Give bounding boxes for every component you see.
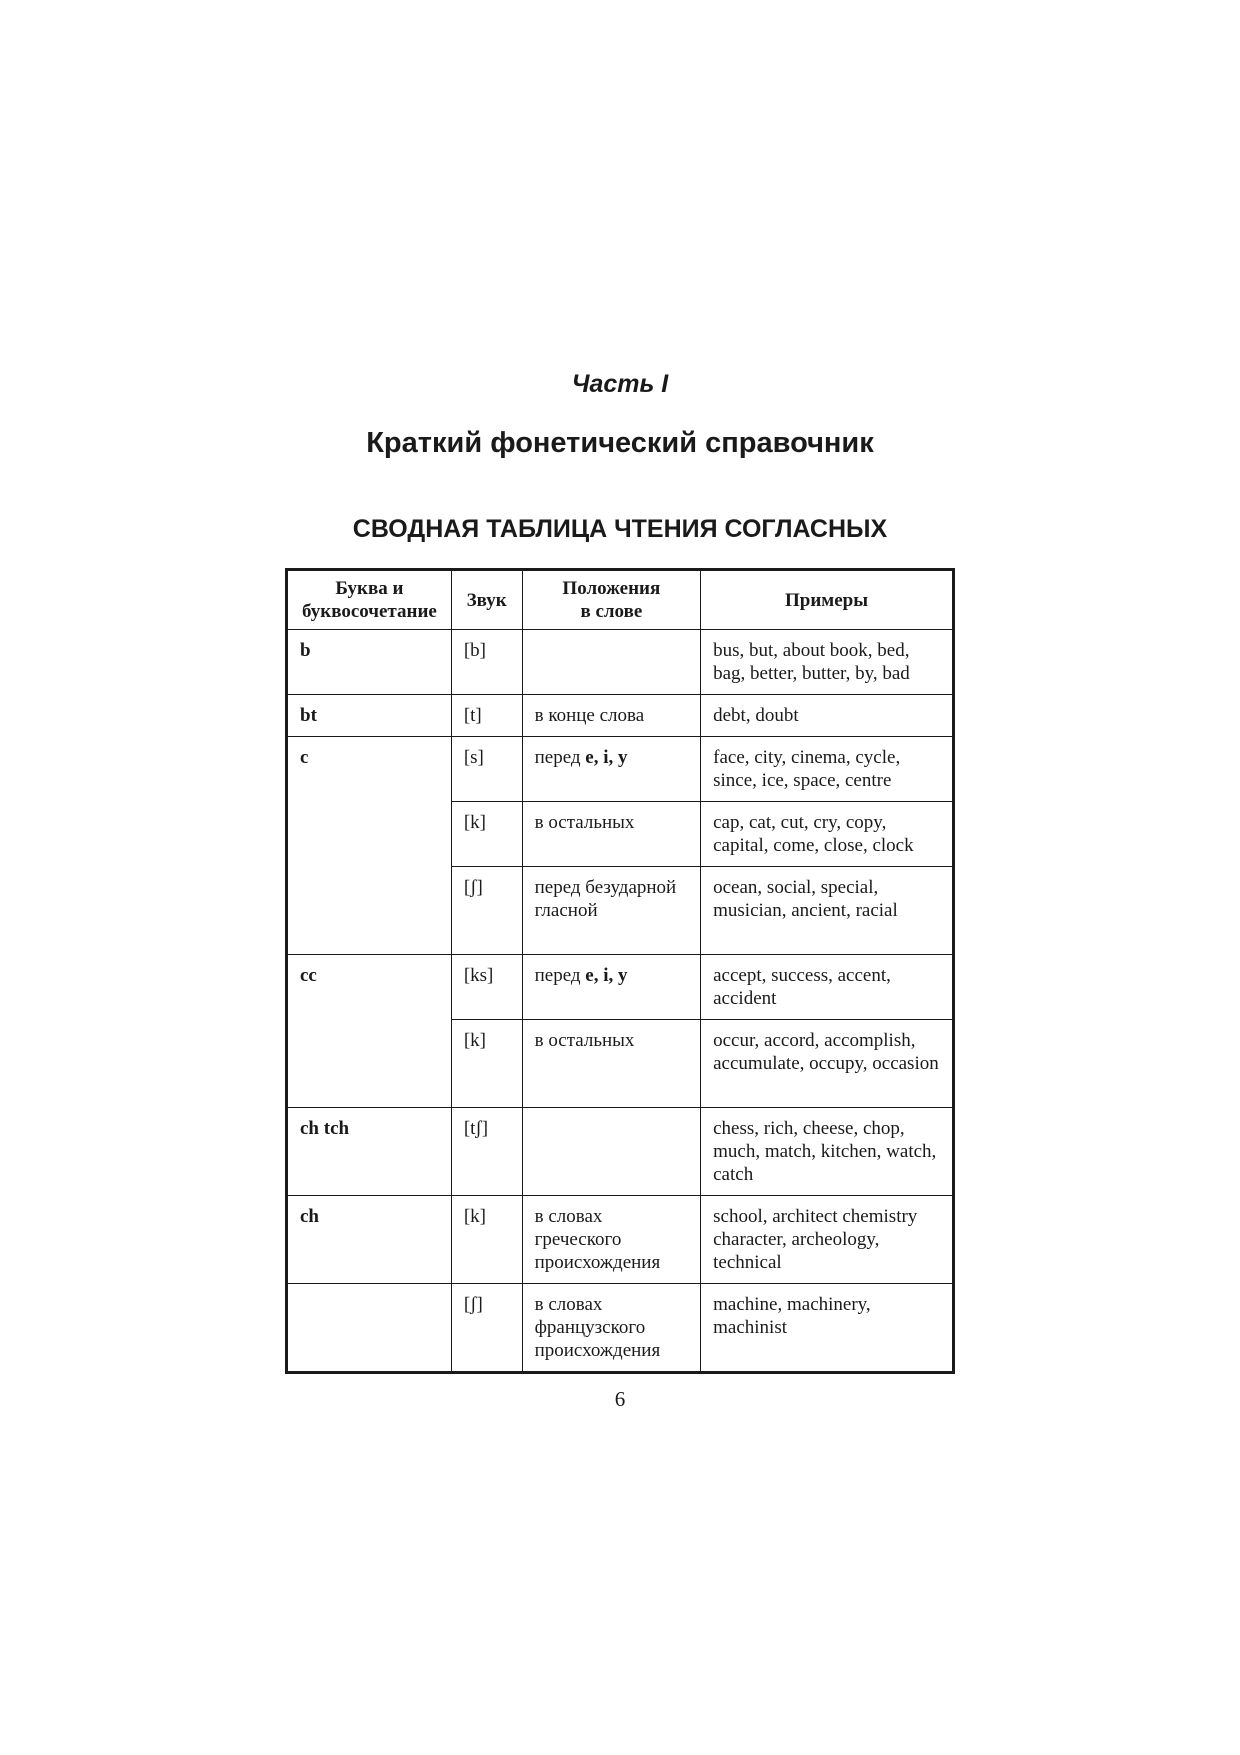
sound-cell: [k] (451, 802, 522, 867)
book-title: Краткий фонетический справочник (366, 427, 874, 459)
position-cell (522, 955, 701, 1020)
position-cell: в остальных (522, 1020, 701, 1108)
sound-cell: [ʃ] (451, 1284, 522, 1373)
table-row (287, 1108, 954, 1196)
letter-cell: c (287, 737, 452, 955)
examples-cell: bus, but, about book, bed, bag, better, butter, by, bad (701, 630, 954, 695)
sound-cell: [s] (451, 737, 522, 802)
examples-cell: machine, machinery, machinist (701, 1284, 954, 1373)
sound-cell: [b] (451, 630, 522, 695)
position-vowels: e, i, y (585, 747, 628, 768)
header-position-line2: в слове (580, 601, 643, 622)
sound-cell: [ʃ] (451, 867, 522, 955)
page-number: 6 (614, 1387, 626, 1411)
table-row (287, 695, 954, 737)
position-cell: в конце слова (522, 695, 701, 737)
header-sound: Звук (451, 570, 522, 630)
examples-cell: face, city, cinema, cycle, since, ice, space, centre (701, 737, 954, 802)
letter-cell: cc (287, 955, 452, 1108)
sound-cell: [k] (451, 1196, 522, 1284)
position-cell: в словах французского происхождения (522, 1284, 701, 1373)
position-prefix: перед (534, 747, 586, 768)
position-prefix: перед (534, 965, 586, 986)
sound-cell: [ks] (451, 955, 522, 1020)
examples-cell: ocean, social, special, musician, ancient, racial (701, 867, 954, 955)
header-letter (287, 570, 452, 630)
part-title: Часть I (571, 370, 669, 398)
position-cell (522, 1108, 701, 1196)
examples-cell: chess, rich, cheese, chop, much, match, kitchen, watch, catch (701, 1108, 954, 1196)
examples-cell: school, architect chemistry character, archeology, technical (701, 1196, 954, 1284)
sound-cell: [tʃ] (451, 1108, 522, 1196)
position-cell (522, 737, 701, 802)
table-row (287, 955, 954, 1020)
examples-cell: debt, doubt (701, 695, 954, 737)
letter-cell: ch (287, 1196, 452, 1284)
header-position (522, 570, 701, 630)
header-letter-line1: Буква и (335, 578, 404, 599)
header-position-line1: Положения (562, 578, 661, 599)
letter-cell: b (287, 630, 452, 695)
table-row (287, 737, 954, 802)
position-cell: в остальных (522, 802, 701, 867)
header-examples: Примеры (701, 570, 954, 630)
sound-cell: [t] (451, 695, 522, 737)
position-vowels: e, i, y (585, 965, 628, 986)
table-row (287, 1284, 954, 1373)
position-cell (522, 630, 701, 695)
position-cell: в словах греческого происхождения (522, 1196, 701, 1284)
examples-cell: accept, success, accent, accident (701, 955, 954, 1020)
consonant-reading-table (285, 568, 955, 1374)
examples-cell: occur, accord, accomplish, accumulate, occupy, occasion (701, 1020, 954, 1108)
section-title: СВОДНАЯ ТАБЛИЦА ЧТЕНИЯ СОГЛАСНЫХ (352, 515, 888, 543)
letter-cell (287, 1284, 452, 1373)
table-header-row (287, 570, 954, 630)
examples-cell: cap, cat, cut, cry, copy, capital, come, close, clock (701, 802, 954, 867)
letter-cell: ch tch (287, 1108, 452, 1196)
table-row (287, 1196, 954, 1284)
sound-cell: [k] (451, 1020, 522, 1108)
table-row (287, 630, 954, 695)
letter-cell: bt (287, 695, 452, 737)
header-letter-line2: буквосочетание (301, 601, 437, 622)
position-cell: перед безударной гласной (522, 867, 701, 955)
